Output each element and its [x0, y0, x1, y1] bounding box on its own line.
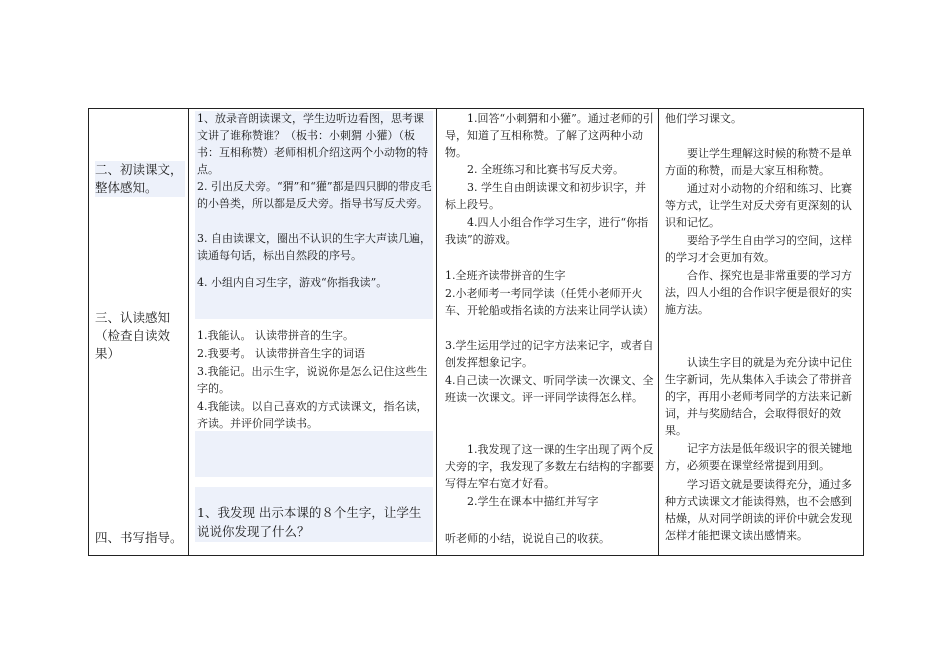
- student-check-1: 1.全班齐读带拼音的生字: [445, 269, 566, 282]
- rationale-1: 他们学习课文。: [665, 112, 742, 125]
- rationale-6: 认读生字目的就是为充分读中记住生字新词，先从集体入手读会了带拼音的字，再用小老师考同学的方法来记新词，并与奖励结合，会取得很好的效果。: [665, 356, 852, 437]
- lesson-plan-table: [88, 108, 864, 556]
- student-writing-1: 1.我发现了这一课的生字出现了两个反犬旁的字，我发现了多数左右结构的字都要写得左窄右宽才好看。: [445, 443, 654, 490]
- rationale-4: 要给予学生自由学习的空间，这样的学习才会更加有效。: [665, 234, 852, 264]
- stage-3-label: 三、认读感知（检查自读效果）: [95, 310, 171, 361]
- teacher-step-4: 4. 小组内自习生字，游戏“你指我读”。: [197, 276, 388, 289]
- student-check-3: 3.学生运用学过的记字方法来记字，或者自创发挥想象记字。: [445, 339, 654, 369]
- teacher-check-2: 2.我要考。 认读带拼音生字的词语: [197, 347, 365, 360]
- teacher-activity-column: [189, 109, 436, 555]
- rationale-7: 记字方法是低年级识字的很关键地方，必须要在课堂经常提到用到。: [665, 442, 852, 472]
- teacher-step-2: 2. 引出反犬旁。“猬”和“獾”都是四只脚的带皮毛的小兽类，所以都是反犬旁。指导书写反犬旁。: [197, 180, 432, 210]
- teacher-writing-guidance: 1、我发现 出示本课的８个生字，让学生说说你发现了什么？: [197, 505, 422, 539]
- rationale-5: 合作、探究也是非常重要的学习方法，四人小组的合作识字便是很好的实施方法。: [665, 269, 852, 316]
- student-summary: 听老师的小结，说说自己的收获。: [445, 532, 610, 545]
- stage-4-label: 四、书写指导。: [95, 530, 183, 545]
- student-check-4: 4.自己读一次课文、听同学读一次课文、全班读一次课文。评一评同学读得怎么样。: [445, 374, 654, 404]
- student-step-2: 2. 全班练习和比赛书写反犬旁。: [467, 163, 624, 176]
- teacher-step-3: 3. 自由读课文，圈出不认识的生字大声读几遍，读通每句话，标出自然段的序号。: [197, 232, 431, 262]
- student-writing-2: 2.学生在课本中描红并写字: [467, 495, 599, 508]
- teacher-check-1: 1.我能认。 认读带拼音的生字。: [197, 329, 354, 342]
- stage-column: [89, 109, 188, 555]
- student-step-3: 3. 学生自由朗读课文和初步识字，并标上段号。: [445, 181, 646, 211]
- student-step-1: 1.回答“小刺猬和小獾”。通过老师的引导，知道了互相称赞。了解了这两种小动物。: [445, 112, 654, 159]
- student-step-4: 4.四人小组合作学习生字，进行“你指我读”的游戏。: [445, 216, 649, 246]
- student-check-2: 2.小老师考一考同学读（任凭小老师开火车、开轮船或指名读的方法来让同学认读）: [445, 287, 654, 317]
- highlight-block: [195, 431, 433, 477]
- teacher-check-3: 3.我能记。出示生字，说说你是怎么记住这些生字的。: [197, 365, 428, 395]
- teacher-step-1: 1、放录音朗读课文，学生边听边看图，思考课文讲了谁称赞谁？（板书：小刺猬 小獾）（板书：互相称赞）老师相机介绍这两个小动物的特点。: [197, 112, 428, 176]
- student-activity-column: [437, 109, 658, 555]
- teacher-check-4: 4.我能读。以自己喜欢的方式读课文，指名读，齐读。并评价同学读书。: [197, 400, 428, 430]
- rationale-8: 学习语文就是要读得充分，通过多种方式读课文才能读得熟，也不会感到枯燥，从对同学朗读的评价中就会发现怎样才能把课文读出感情来。: [665, 478, 852, 542]
- design-rationale-column: [659, 109, 865, 555]
- rationale-2: 要让学生理解这时候的称赞不是单方面的称赞，而是大家互相称赞。: [665, 147, 852, 177]
- stage-2-label: 二、初读课文，整体感知。: [95, 161, 185, 197]
- rationale-3: 通过对小动物的介绍和练习、比赛等方式，让学生对反犬旁有更深刻的认识和记忆。: [665, 182, 852, 229]
